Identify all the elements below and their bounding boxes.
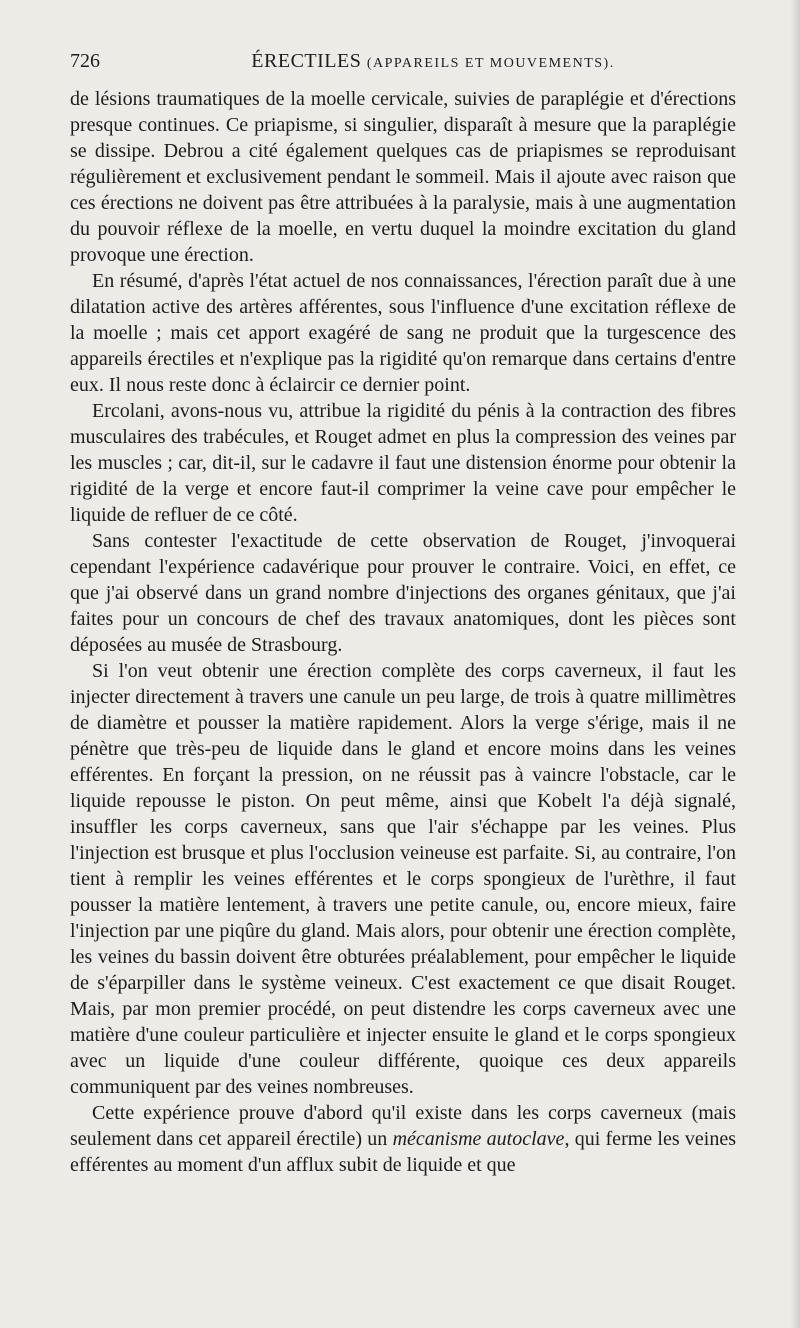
paragraph: de lésions traumatiques de la moelle cervicale, suivies de paraplégie et d'érections presque continues. Ce priapisme, si singulier, disparaît à mesure que la paraplégie se dissipe. Debrou a cité également quelques cas de priapismes se reproduisant régulièrement et exclusivement pendant le sommeil. Mais il ajoute avec raison que ces érections ne doivent pas être attribuées à la paralysie, mais à une augmentation du pouvoir réflexe de la moelle, en vertu duquel la moindre excitation du gland provoque une érection. bbox=[70, 88, 736, 266]
page-edge-shadow bbox=[790, 0, 800, 1328]
paragraph: Ercolani, avons-nous vu, attribue la rigidité du pénis à la contraction des fibres musculaires des trabécules, et Rouget admet en plus la compression des veines par les muscles ; car, dit-il, sur le cadavre il faut une distension énorme pour obtenir la rigidité de la verge et encore faut-il comprimer la veine cave pour empêcher le liquide de refluer de ce côté. bbox=[70, 400, 736, 526]
paragraph-text: Cette expérience prouve d'abord qu'il existe dans les corps caverneux (mais seulement dans cet appareil érectile) un bbox=[70, 1102, 736, 1150]
paragraph: Si l'on veut obtenir une érection complète des corps caverneux, il faut les injecter directement à travers une canule un peu large, de trois à quatre millimètres de diamètre et pousser la matière rapidement. Alors la verge s'érige, mais il ne pénètre que très-peu de liquide dans le gland et encore moins dans les veines efférentes. En forçant la pression, on ne réussit pas à vaincre l'obstacle, car le liquide repousse le piston. On peut même, ainsi que Kobelt l'a déjà signalé, insuffler les corps caverneux, sans que l'air s'échappe par les veines. Plus l'injection est brusque et plus l'occlusion veineuse est parfaite. Si, au contraire, l'on tient à remplir les veines efférentes et le corps spongieux de l'urèthre, il faut pousser la matière lentement, à travers une petite canule, ou, encore mieux, faire l'injection par une piqûre du gland. Mais alors, pour obtenir une érection complète, les veines du bassin doivent être obturées préalablement, pour empêcher le liquide de s'éparpiller dans le système veineux. C'est exactement ce que disait Rouget. Mais, par mon premier procédé, on peut distendre les corps caverneux avec une matière d'une couleur particulière et injecter ensuite le gland et le corps spongieux avec un liquide d'une couleur différente, quoique ces deux appareils communiquent par des veines nombreuses. bbox=[70, 660, 736, 1098]
emphasis-term: mécanisme autoclave bbox=[392, 1128, 565, 1150]
paragraph: En résumé, d'après l'état actuel de nos connaissances, l'érection paraît due à une dilatation active des artères afférentes, sous l'influence d'une excitation réflexe de la moelle ; mais cet apport exagéré de sang ne produit que la turgescence des appareils érectiles et n'explique pas la rigidité qu'on remarque dans certains d'entre eux. Il nous reste donc à éclaircir ce dernier point. bbox=[70, 270, 736, 396]
page-header bbox=[70, 44, 736, 78]
running-title-sub: (APPAREILS ET MOUVEMENTS). bbox=[366, 56, 615, 71]
paragraph-last bbox=[70, 1100, 736, 1178]
body-text bbox=[70, 86, 736, 1178]
running-title bbox=[70, 44, 736, 81]
paragraph: Sans contester l'exactitude de cette observation de Rouget, j'invoquerai cependant l'expérience cadavérique pour prouver le contraire. Voici, en effet, ce que j'ai observé dans un grand nombre d'injections des organes génitaux, que j'ai faites pour un concours de chef des travaux anatomiques, dont les pièces sont déposées au musée de Strasbourg. bbox=[70, 530, 736, 656]
paragraph-text: , qui ferme les veines efférentes au moment d'un afflux subit de liquide et que bbox=[70, 1128, 736, 1176]
running-title-main: ÉRECTILES bbox=[251, 50, 362, 72]
page-number: 726 bbox=[70, 50, 100, 72]
